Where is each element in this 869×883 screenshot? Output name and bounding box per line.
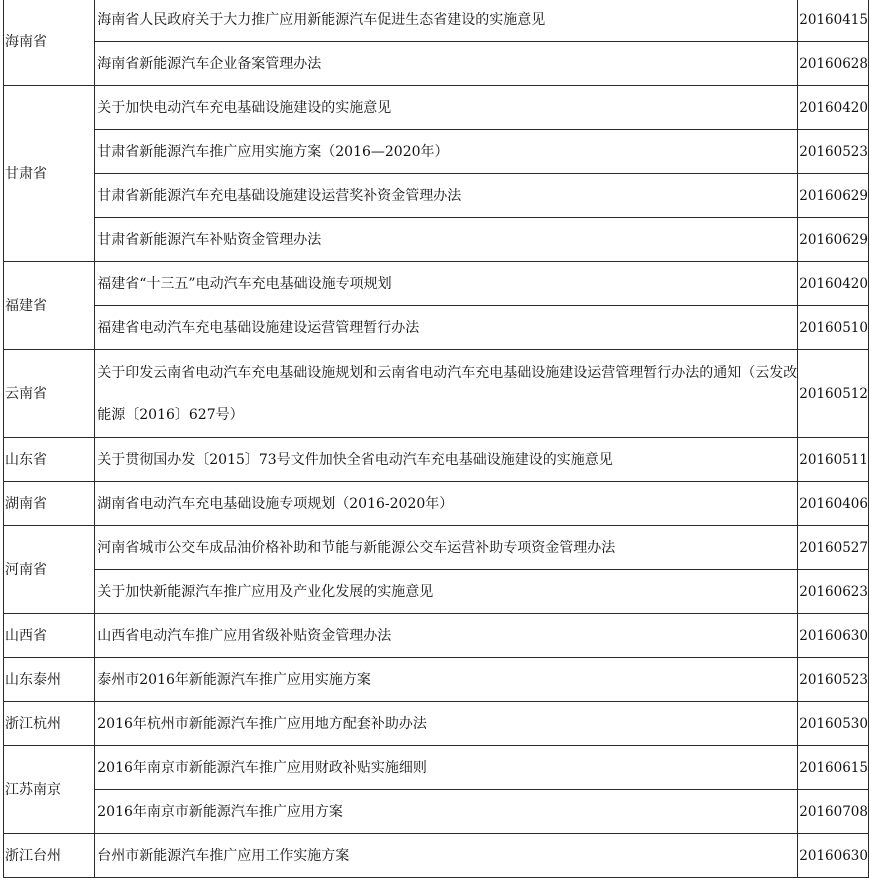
policy-title-cell: 2016年南京市新能源汽车推广应用财政补贴实施细则 <box>95 746 798 790</box>
table-row <box>4 42 869 86</box>
table-row <box>4 482 869 526</box>
table-row <box>4 614 869 658</box>
policy-date-cell: 20160708 <box>798 790 869 834</box>
table-row <box>4 218 869 262</box>
policy-date-cell: 20160523 <box>798 130 869 174</box>
table-row <box>4 526 869 570</box>
policy-title-cell: 甘肃省新能源汽车推广应用实施方案（2016—2020年） <box>95 130 798 174</box>
policy-title-cell: 关于印发云南省电动汽车充电基础设施规划和云南省电动汽车充电基础设施建设运营管理暂行办法的通知（云发改能源〔2016〕627号） <box>95 350 798 438</box>
policy-title-cell: 福建省电动汽车充电基础设施建设运营管理暂行办法 <box>95 306 798 350</box>
policy-date-cell: 20160615 <box>798 746 869 790</box>
table-row <box>4 174 869 218</box>
table-row <box>4 350 869 438</box>
policy-date-cell: 20160630 <box>798 834 869 878</box>
province-cell: 浙江杭州 <box>4 702 95 746</box>
table-row <box>4 746 869 790</box>
policy-table-body <box>4 0 869 878</box>
table-row <box>4 86 869 130</box>
policy-table <box>3 0 869 878</box>
policy-title-cell: 关于贯彻国办发〔2015〕73号文件加快全省电动汽车充电基础设施建设的实施意见 <box>95 438 798 482</box>
policy-date-cell: 20160511 <box>798 438 869 482</box>
table-row <box>4 658 869 702</box>
policy-title-cell: 甘肃省新能源汽车充电基础设施建设运营奖补资金管理办法 <box>95 174 798 218</box>
table-row <box>4 306 869 350</box>
province-cell: 福建省 <box>4 262 95 350</box>
policy-date-cell: 20160420 <box>798 86 869 130</box>
policy-date-cell: 20160629 <box>798 174 869 218</box>
policy-date-cell: 20160630 <box>798 614 869 658</box>
province-cell: 山东省 <box>4 438 95 482</box>
table-row <box>4 438 869 482</box>
table-row <box>4 0 869 42</box>
policy-title-cell: 山西省电动汽车推广应用省级补贴资金管理办法 <box>95 614 798 658</box>
policy-title-cell: 泰州市2016年新能源汽车推广应用实施方案 <box>95 658 798 702</box>
policy-title-cell: 河南省城市公交车成品油价格补助和节能与新能源公交车运营补助专项资金管理办法 <box>95 526 798 570</box>
province-cell: 江苏南京 <box>4 746 95 834</box>
policy-title-cell: 福建省“十三五”电动汽车充电基础设施专项规划 <box>95 262 798 306</box>
policy-date-cell: 20160523 <box>798 658 869 702</box>
province-cell: 甘肃省 <box>4 86 95 262</box>
province-cell: 云南省 <box>4 350 95 438</box>
province-cell: 浙江台州 <box>4 834 95 878</box>
policy-date-cell: 20160406 <box>798 482 869 526</box>
policy-title-cell: 台州市新能源汽车推广应用工作实施方案 <box>95 834 798 878</box>
policy-date-cell: 20160628 <box>798 42 869 86</box>
province-cell: 河南省 <box>4 526 95 614</box>
table-row <box>4 702 869 746</box>
province-cell: 湖南省 <box>4 482 95 526</box>
table-row <box>4 834 869 878</box>
table-row <box>4 262 869 306</box>
policy-date-cell: 20160512 <box>798 350 869 438</box>
policy-title-cell: 关于加快新能源汽车推广应用及产业化发展的实施意见 <box>95 570 798 614</box>
policy-date-cell: 20160530 <box>798 702 869 746</box>
policy-title-cell: 2016年杭州市新能源汽车推广应用地方配套补助办法 <box>95 702 798 746</box>
policy-date-cell: 20160629 <box>798 218 869 262</box>
policy-title-cell: 海南省人民政府关于大力推广应用新能源汽车促进生态省建设的实施意见 <box>95 0 798 42</box>
province-cell: 山西省 <box>4 614 95 658</box>
policy-title-cell: 关于加快电动汽车充电基础设施建设的实施意见 <box>95 86 798 130</box>
policy-date-cell: 20160420 <box>798 262 869 306</box>
province-cell: 海南省 <box>4 0 95 86</box>
policy-date-cell: 20160415 <box>798 0 869 42</box>
table-row <box>4 130 869 174</box>
policy-date-cell: 20160527 <box>798 526 869 570</box>
policy-title-cell: 湖南省电动汽车充电基础设施专项规划（2016-2020年） <box>95 482 798 526</box>
policy-date-cell: 20160623 <box>798 570 869 614</box>
policy-date-cell: 20160510 <box>798 306 869 350</box>
table-row <box>4 570 869 614</box>
province-cell: 山东泰州 <box>4 658 95 702</box>
policy-title-cell: 2016年南京市新能源汽车推广应用方案 <box>95 790 798 834</box>
table-row <box>4 790 869 834</box>
policy-title-cell: 海南省新能源汽车企业备案管理办法 <box>95 42 798 86</box>
policy-title-cell: 甘肃省新能源汽车补贴资金管理办法 <box>95 218 798 262</box>
